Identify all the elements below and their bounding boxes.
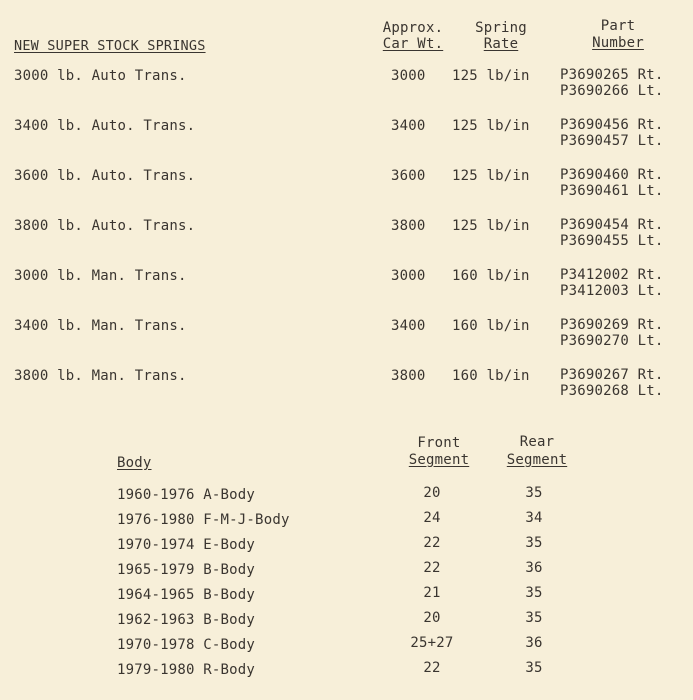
segment-rear: 36: [525, 635, 543, 651]
segment-rear: 35: [525, 485, 543, 501]
spring-desc: 3000 lb. Man. Trans.: [14, 268, 187, 284]
spring-car-wt: 3400: [391, 318, 426, 334]
spring-rate: 125 lb/in: [452, 168, 530, 184]
spring-desc: 3800 lb. Man. Trans.: [14, 368, 187, 384]
spring-car-wt: 3400: [391, 118, 426, 134]
spring-rate: 160 lb/in: [452, 318, 530, 334]
segment-front: 21: [423, 585, 441, 601]
spring-car-wt: 3000: [391, 68, 426, 84]
segment-front: 20: [423, 485, 441, 501]
segment-front: 24: [423, 510, 441, 526]
header-part-line1: Part: [600, 18, 636, 34]
spring-rate: 125 lb/in: [452, 118, 530, 134]
segment-body: 1976-1980 F-M-J-Body: [117, 512, 290, 528]
header-front-line2: Segment: [408, 452, 470, 468]
segment-front: 20: [423, 610, 441, 626]
segment-front: 22: [423, 560, 441, 576]
segment-body: 1979-1980 R-Body: [117, 662, 256, 678]
segment-rear: 35: [525, 535, 543, 551]
segment-body: 1960-1976 A-Body: [117, 487, 256, 503]
spring-part-rt: P3690269 Rt.: [560, 317, 664, 333]
spring-part-lt: P3690455 Lt.: [560, 233, 664, 249]
segment-body: 1965-1979 B-Body: [117, 562, 256, 578]
spring-part-lt: P3690457 Lt.: [560, 133, 664, 149]
segment-body: 1970-1978 C-Body: [117, 637, 256, 653]
segment-front: 25+27: [410, 635, 454, 651]
segment-rear: 34: [525, 510, 543, 526]
spring-desc: 3600 lb. Auto. Trans.: [14, 168, 196, 184]
segment-rear: 35: [525, 585, 543, 601]
spring-part-rt: P3690454 Rt.: [560, 217, 664, 233]
spring-desc: 3400 lb. Man. Trans.: [14, 318, 187, 334]
spring-part-lt: P3690268 Lt.: [560, 383, 664, 399]
spring-part-rt: P3690267 Rt.: [560, 367, 664, 383]
spring-part-lt: P3690270 Lt.: [560, 333, 664, 349]
spring-part-lt: P3690266 Lt.: [560, 83, 664, 99]
header-rate-line2: Rate: [483, 36, 519, 52]
spring-rate: 125 lb/in: [452, 218, 530, 234]
header-rear-line2: Segment: [506, 452, 568, 468]
spring-car-wt: 3600: [391, 168, 426, 184]
header-part-line2: Number: [592, 35, 644, 51]
spring-rate: 160 lb/in: [452, 368, 530, 384]
header-rate-line1: Spring: [475, 20, 527, 36]
spring-part-rt: P3690265 Rt.: [560, 67, 664, 83]
spring-desc: 3800 lb. Auto. Trans.: [14, 218, 196, 234]
spring-car-wt: 3800: [391, 368, 426, 384]
spring-rate: 125 lb/in: [452, 68, 530, 84]
spring-car-wt: 3800: [391, 218, 426, 234]
segment-body: 1970-1974 E-Body: [117, 537, 256, 553]
spring-part-lt: P3412003 Lt.: [560, 283, 664, 299]
springs-title: NEW SUPER STOCK SPRINGS: [14, 38, 206, 54]
segment-rear: 35: [525, 610, 543, 626]
header-car-wt-line2: Car Wt.: [382, 36, 444, 52]
segment-body: 1964-1965 B-Body: [117, 587, 256, 603]
spring-part-rt: P3690456 Rt.: [560, 117, 664, 133]
spring-part-rt: P3690460 Rt.: [560, 167, 664, 183]
segment-rear: 35: [525, 660, 543, 676]
header-front-line1: Front: [417, 435, 461, 451]
segment-rear: 36: [525, 560, 543, 576]
spring-part-rt: P3412002 Rt.: [560, 267, 664, 283]
segment-body: 1962-1963 B-Body: [117, 612, 256, 628]
segment-front: 22: [423, 660, 441, 676]
spring-desc: 3000 lb. Auto Trans.: [14, 68, 187, 84]
header-body: Body: [117, 455, 152, 471]
spring-desc: 3400 lb. Auto. Trans.: [14, 118, 196, 134]
spring-car-wt: 3000: [391, 268, 426, 284]
spring-rate: 160 lb/in: [452, 268, 530, 284]
spring-part-lt: P3690461 Lt.: [560, 183, 664, 199]
header-car-wt-line1: Approx.: [382, 20, 444, 36]
header-rear-line1: Rear: [519, 434, 555, 450]
segment-front: 22: [423, 535, 441, 551]
